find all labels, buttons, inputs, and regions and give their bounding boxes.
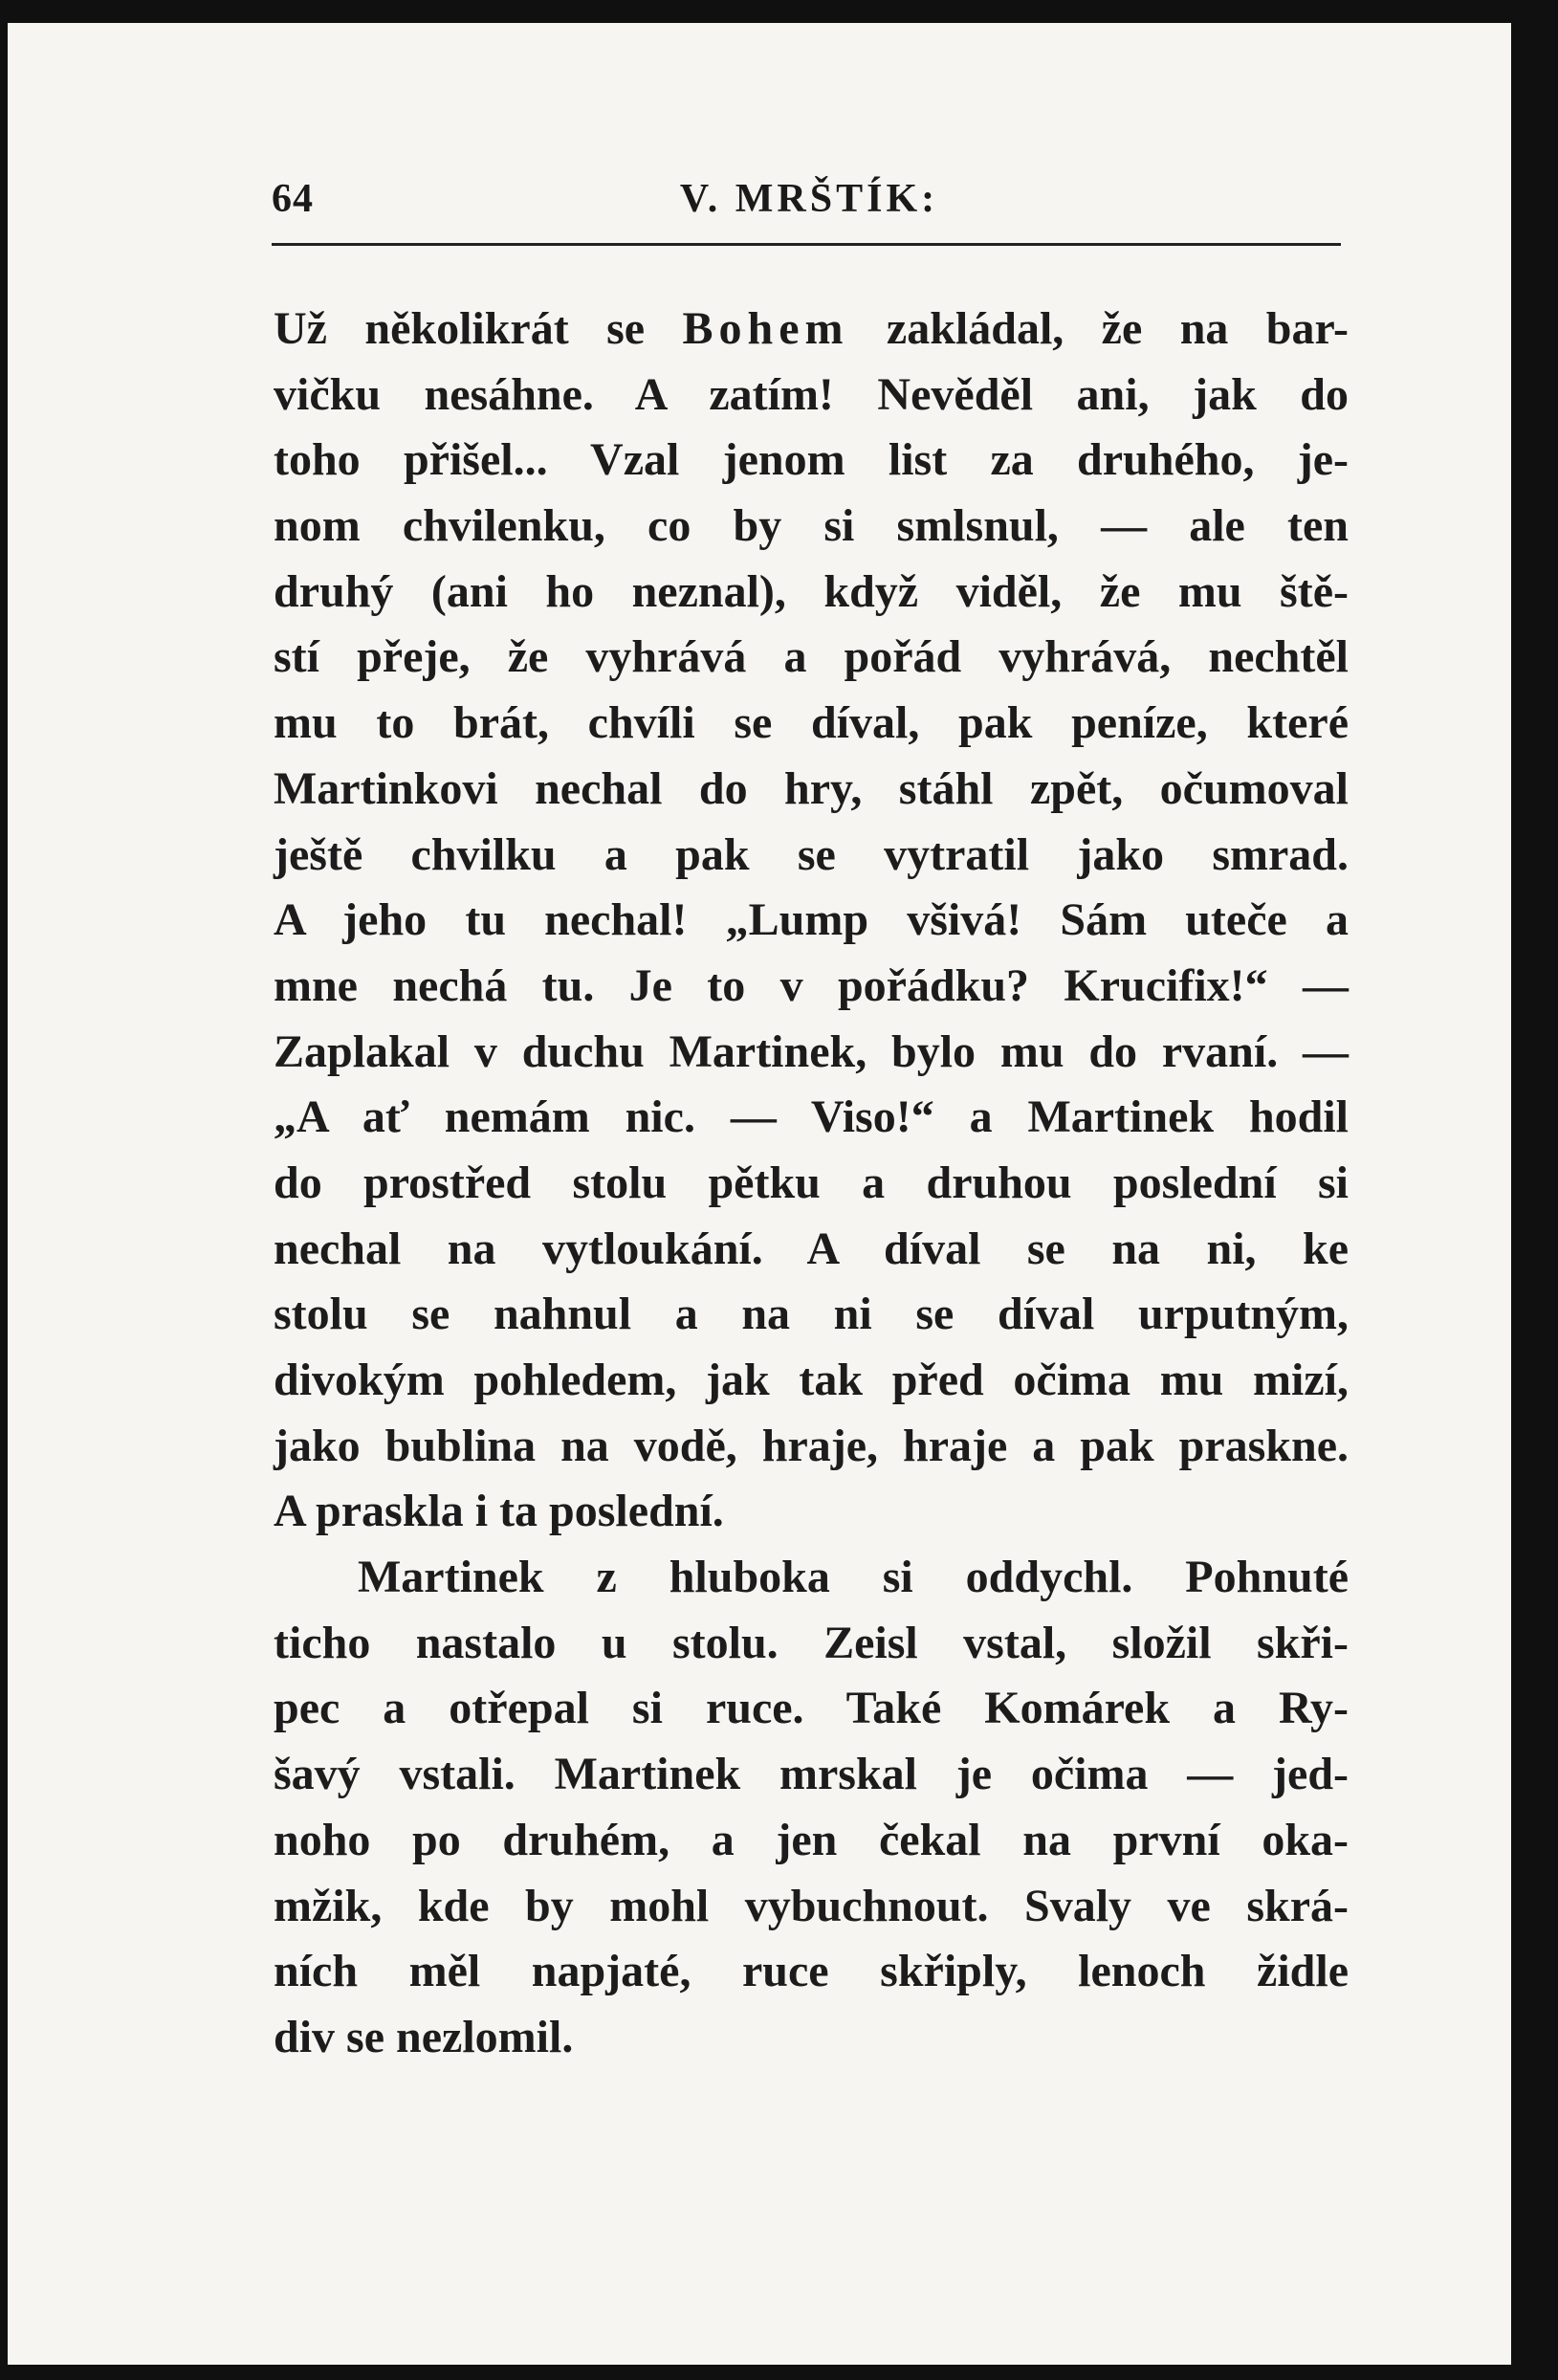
text-fragment: Už několikrát se <box>274 303 683 354</box>
text-line: noho po druhém, a jen čekal na první oka- <box>274 1814 1349 1865</box>
text-fragment: zakládal, že na bar- <box>848 303 1349 354</box>
text-line: mu to brát, chvíli se díval, pak peníze, které <box>274 697 1349 749</box>
text-line: toho přišel... Vzal jenom list za druhého, je- <box>274 434 1349 486</box>
text-line: do prostřed stolu pětku a druhou poslední si <box>274 1157 1349 1208</box>
body-text <box>274 297 1349 2071</box>
page-header <box>272 176 1347 243</box>
text-line: divokým pohledem, jak tak před očima mu mizí, <box>274 1355 1349 1405</box>
text-line: Martinek z hluboka si oddychl. Pohnuté <box>358 1552 1349 1603</box>
header-rule <box>272 243 1341 246</box>
text-line: stolu se nahnul a na ni se díval urputným, <box>274 1289 1349 1340</box>
text-line: šavý vstali. Martinek mrskal je očima — jed- <box>274 1749 1349 1800</box>
text-line: Zaplakal v duchu Martinek, bylo mu do rvaní. — <box>274 1025 1349 1077</box>
text-line: vičku nesáhne. A zatím! Nevěděl ani, jak do <box>274 368 1349 420</box>
paragraph-2 <box>274 1545 1349 2071</box>
text-line: nechal na vytloukání. A díval se na ni, ke <box>274 1223 1349 1274</box>
text-line: div se nezlomil. <box>274 2011 574 2062</box>
text-line: ticho nastalo u stolu. Zeisl vstal, složil skři- <box>274 1617 1349 1668</box>
text-line: A praskla i ta poslední. <box>274 1486 724 1537</box>
text-line: nom chvilenku, co by si smlsnul, — ale ten <box>274 500 1349 552</box>
text-line: stí přeje, že vyhrává a pořád vyhrává, nechtěl <box>274 631 1349 683</box>
text-line: jako bublina na vodě, hraje, hraje a pak praskne. <box>274 1420 1349 1471</box>
text-line: A jeho tu nechal! „Lump všivá! Sám uteče a <box>274 894 1349 946</box>
text-line <box>274 297 1349 363</box>
text-line: mžik, kde by mohl vybuchnout. Svaly ve skrá- <box>274 1880 1349 1931</box>
text-line: Martinkovi nechal do hry, stáhl zpět, očumoval <box>274 762 1349 814</box>
running-title: V. MRŠTÍK: <box>679 177 939 221</box>
text-line: ních měl napjaté, ruce skřiply, lenoch židle <box>274 1946 1349 1997</box>
spaced-word: Bohem <box>682 303 849 354</box>
text-line: druhý (ani ho neznal), když viděl, že mu ště- <box>274 565 1349 617</box>
text-line: ještě chvilku a pak se vytratil jako smrad. <box>274 828 1349 880</box>
page-number: 64 <box>272 177 314 221</box>
paragraph-1 <box>274 297 1349 1545</box>
text-line: pec a otřepal si ruce. Také Komárek a Ry- <box>274 1683 1349 1734</box>
text-line: „A ať nemám nic. — Viso!“ a Martinek hodil <box>274 1091 1349 1143</box>
text-line: mne nechá tu. Je to v pořádku? Krucifix!“ — <box>274 959 1349 1011</box>
